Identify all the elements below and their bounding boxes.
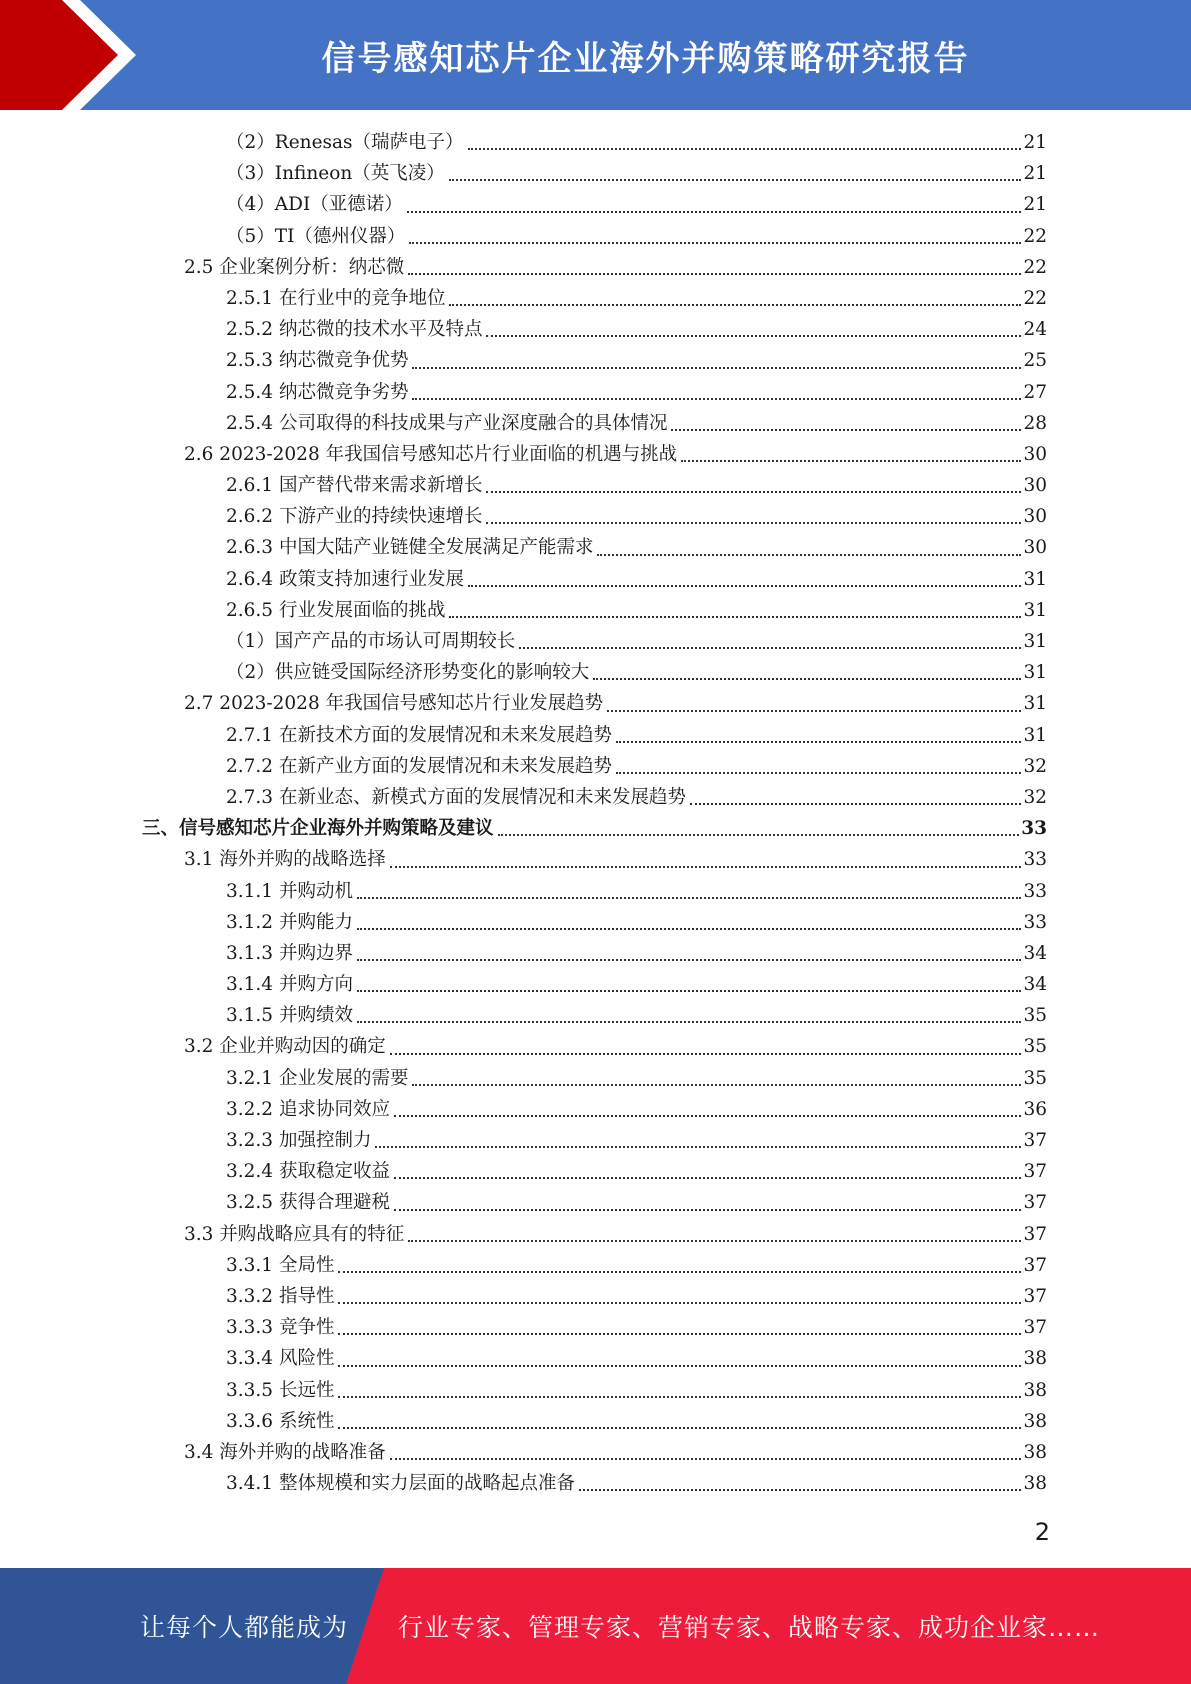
toc-entry-page: 37 bbox=[1023, 1130, 1047, 1151]
toc-entry-title: 3.1 海外并购的战略选择 bbox=[184, 849, 386, 871]
toc-dot-leader bbox=[412, 1084, 1021, 1086]
toc-entry[interactable] bbox=[0, 595, 1191, 626]
toc-dot-leader bbox=[498, 834, 1020, 836]
toc-entry-title: 2.6.4 政策支持加速行业发展 bbox=[226, 568, 464, 590]
toc-dot-leader bbox=[597, 554, 1021, 556]
toc-entry-page: 24 bbox=[1023, 319, 1047, 341]
toc-dot-leader bbox=[616, 772, 1021, 774]
toc-entry[interactable] bbox=[0, 1094, 1191, 1125]
toc-entry-title: 2.6.3 中国大陆产业链健全发展满足产能需求 bbox=[226, 537, 594, 559]
toc-entry-page: 31 bbox=[1023, 662, 1047, 684]
toc-entry-page: 34 bbox=[1023, 974, 1047, 996]
table-of-contents bbox=[0, 127, 1191, 1499]
toc-dot-leader bbox=[357, 959, 1022, 961]
toc-dot-leader bbox=[338, 1396, 1021, 1398]
toc-entry-title: 3.1.5 并购绩效 bbox=[226, 1005, 353, 1027]
toc-entry[interactable] bbox=[0, 314, 1191, 345]
toc-entry[interactable] bbox=[0, 907, 1191, 938]
toc-entry-title: 3.3.5 长远性 bbox=[226, 1379, 335, 1401]
footer-banner bbox=[0, 1568, 1191, 1684]
toc-entry-title: 3.2.1 企业发展的需要 bbox=[226, 1067, 409, 1089]
toc-entry-page: 37 bbox=[1023, 1223, 1047, 1245]
toc-dot-leader bbox=[616, 741, 1021, 743]
toc-entry[interactable] bbox=[0, 938, 1191, 969]
toc-dot-leader bbox=[357, 928, 1022, 930]
toc-entry-title: 2.5.2 纳芯微的技术水平及特点 bbox=[226, 319, 483, 341]
toc-entry-title: 3.1.3 并购边界 bbox=[226, 942, 353, 964]
toc-entry-page: 38 bbox=[1023, 1441, 1047, 1463]
toc-entry[interactable] bbox=[0, 782, 1191, 813]
toc-entry-page: 37 bbox=[1023, 1317, 1047, 1339]
toc-dot-leader bbox=[390, 1458, 1022, 1460]
toc-entry-title: （1）国产产品的市场认可周期较长 bbox=[226, 631, 516, 652]
red-chevron-shape bbox=[0, 0, 118, 110]
toc-entry-page: 21 bbox=[1023, 132, 1047, 153]
toc-dot-leader bbox=[390, 1053, 1022, 1055]
toc-entry[interactable] bbox=[0, 127, 1191, 158]
header-chevron-decoration bbox=[0, 0, 160, 110]
toc-entry[interactable] bbox=[0, 844, 1191, 875]
toc-entry-page: 31 bbox=[1023, 568, 1047, 590]
toc-entry-title: 3.1.1 并购动机 bbox=[226, 880, 353, 902]
toc-entry-page: 33 bbox=[1023, 880, 1047, 902]
toc-entry-page: 38 bbox=[1023, 1410, 1047, 1432]
footer-slogan-right: 行业专家、管理专家、营销专家、战略专家、成功企业家…… bbox=[398, 1613, 1101, 1642]
toc-entry[interactable] bbox=[0, 1281, 1191, 1312]
toc-entry-title: 2.5.1 在行业中的竞争地位 bbox=[226, 287, 446, 309]
toc-dot-leader bbox=[607, 710, 1021, 712]
toc-entry-page: 36 bbox=[1023, 1098, 1047, 1120]
toc-entry[interactable] bbox=[0, 501, 1191, 532]
toc-entry-page: 30 bbox=[1023, 506, 1047, 528]
toc-entry[interactable] bbox=[0, 1375, 1191, 1406]
toc-entry-title: 2.5 企业案例分析：纳芯微 bbox=[184, 256, 405, 278]
toc-dot-leader bbox=[408, 273, 1021, 275]
toc-dot-leader bbox=[486, 522, 1021, 524]
toc-entry[interactable] bbox=[0, 720, 1191, 751]
toc-entry[interactable] bbox=[0, 969, 1191, 1000]
toc-dot-leader bbox=[408, 1240, 1021, 1242]
toc-entry-page: 35 bbox=[1023, 1036, 1047, 1058]
toc-entry[interactable] bbox=[0, 221, 1191, 252]
toc-entry-page: 34 bbox=[1023, 942, 1047, 964]
toc-entry-page: 30 bbox=[1023, 537, 1047, 559]
toc-entry-page: 28 bbox=[1023, 412, 1047, 434]
toc-entry-page: 22 bbox=[1023, 287, 1047, 309]
toc-entry[interactable] bbox=[0, 1000, 1191, 1031]
toc-dot-leader bbox=[407, 211, 1022, 213]
toc-entry-page: 37 bbox=[1023, 1192, 1047, 1214]
toc-dot-leader bbox=[412, 398, 1021, 400]
header-banner bbox=[0, 0, 1191, 110]
toc-entry[interactable] bbox=[0, 813, 1191, 844]
toc-entry-title: 2.6.1 国产替代带来需求新增长 bbox=[226, 475, 483, 497]
toc-entry-title: （5）TI（德州仪器） bbox=[226, 225, 406, 247]
toc-entry-title: 三、信号感知芯片企业海外并购策略及建议 bbox=[142, 818, 494, 840]
toc-entry-title: 2.7 2023-2028 年我国信号感知芯片行业发展趋势 bbox=[184, 693, 604, 715]
toc-entry-title: （2）供应链受国际经济形势变化的影响较大 bbox=[226, 662, 590, 684]
toc-dot-leader bbox=[519, 647, 1021, 649]
toc-entry[interactable] bbox=[0, 1406, 1191, 1437]
toc-dot-leader bbox=[390, 866, 1022, 868]
toc-dot-leader bbox=[338, 1427, 1021, 1429]
toc-entry-page: 30 bbox=[1023, 475, 1047, 497]
toc-entry[interactable] bbox=[0, 1219, 1191, 1250]
toc-entry[interactable] bbox=[0, 189, 1191, 220]
toc-dot-leader bbox=[681, 460, 1021, 462]
toc-entry[interactable] bbox=[0, 408, 1191, 439]
toc-dot-leader bbox=[338, 1302, 1021, 1304]
toc-dot-leader bbox=[394, 1115, 1021, 1117]
toc-dot-leader bbox=[671, 429, 1021, 431]
toc-dot-leader bbox=[394, 1177, 1021, 1179]
toc-entry[interactable] bbox=[0, 751, 1191, 782]
toc-entry-page: 32 bbox=[1023, 755, 1047, 777]
toc-entry-title: 3.2 企业并购动因的确定 bbox=[184, 1036, 386, 1058]
toc-entry[interactable] bbox=[0, 876, 1191, 907]
toc-entry-title: 3.4.1 整体规模和实力层面的战略起点准备 bbox=[226, 1473, 575, 1495]
toc-entry-page: 38 bbox=[1023, 1348, 1047, 1370]
footer-slogan-left: 让每个人都能成为 bbox=[140, 1613, 349, 1642]
toc-entry[interactable] bbox=[0, 657, 1191, 688]
toc-dot-leader bbox=[357, 990, 1022, 992]
toc-entry-title: 2.7.1 在新技术方面的发展情况和未来发展趋势 bbox=[226, 724, 612, 746]
toc-dot-leader bbox=[357, 897, 1022, 899]
toc-entry[interactable] bbox=[0, 1437, 1191, 1468]
toc-dot-leader bbox=[690, 803, 1021, 805]
toc-entry-page: 33 bbox=[1023, 849, 1047, 871]
toc-entry[interactable] bbox=[0, 1063, 1191, 1094]
toc-dot-leader bbox=[412, 367, 1021, 369]
toc-entry-page: 31 bbox=[1023, 631, 1047, 652]
toc-entry[interactable] bbox=[0, 626, 1191, 657]
toc-entry-page: 37 bbox=[1023, 1161, 1047, 1183]
toc-entry-page: 33 bbox=[1021, 818, 1047, 840]
toc-entry-title: （2）Renesas（瑞萨电子） bbox=[226, 132, 464, 153]
toc-entry[interactable] bbox=[0, 1250, 1191, 1281]
toc-entry[interactable] bbox=[0, 1156, 1191, 1187]
toc-dot-leader bbox=[486, 491, 1021, 493]
toc-dot-leader bbox=[468, 148, 1022, 150]
toc-dot-leader bbox=[468, 585, 1021, 587]
toc-entry-title: 3.3.4 风险性 bbox=[226, 1348, 335, 1370]
toc-entry-page: 35 bbox=[1023, 1005, 1047, 1027]
toc-entry-title: 3.2.3 加强控制力 bbox=[226, 1130, 372, 1151]
toc-dot-leader bbox=[409, 242, 1021, 244]
toc-dot-leader bbox=[486, 335, 1021, 337]
toc-dot-leader bbox=[375, 1146, 1021, 1148]
toc-entry-page: 32 bbox=[1023, 786, 1047, 808]
toc-dot-leader bbox=[338, 1333, 1021, 1335]
toc-entry-title: 3.3.1 全局性 bbox=[226, 1254, 335, 1276]
toc-entry-title: （4）ADI（亚德诺） bbox=[226, 194, 403, 216]
toc-entry-page: 37 bbox=[1023, 1285, 1047, 1307]
toc-entry-page: 38 bbox=[1023, 1379, 1047, 1401]
toc-entry[interactable] bbox=[0, 345, 1191, 376]
toc-entry-title: 2.5.3 纳芯微竞争优势 bbox=[226, 350, 409, 372]
toc-entry[interactable] bbox=[0, 1343, 1191, 1374]
toc-entry[interactable] bbox=[0, 252, 1191, 283]
toc-entry-title: 3.3.6 系统性 bbox=[226, 1410, 335, 1432]
toc-dot-leader bbox=[357, 1021, 1022, 1023]
toc-entry-page: 21 bbox=[1023, 194, 1047, 216]
page-number: 2 bbox=[1034, 1518, 1050, 1546]
toc-dot-leader bbox=[338, 1365, 1021, 1367]
toc-entry-page: 25 bbox=[1023, 350, 1047, 372]
toc-entry[interactable] bbox=[0, 564, 1191, 595]
toc-dot-leader bbox=[449, 179, 1022, 181]
toc-entry-page: 38 bbox=[1023, 1473, 1047, 1495]
toc-dot-leader bbox=[449, 616, 1021, 618]
toc-entry-page: 31 bbox=[1023, 693, 1047, 715]
toc-entry-title: 2.7.2 在新产业方面的发展情况和未来发展趋势 bbox=[226, 755, 612, 777]
toc-entry-title: 3.2.2 追求协同效应 bbox=[226, 1098, 390, 1120]
toc-entry-title: 3.1.2 并购能力 bbox=[226, 911, 353, 933]
toc-entry-page: 27 bbox=[1023, 381, 1047, 403]
toc-entry-title: 2.7.3 在新业态、新模式方面的发展情况和未来发展趋势 bbox=[226, 786, 686, 808]
toc-entry-page: 35 bbox=[1023, 1067, 1047, 1089]
toc-entry[interactable] bbox=[0, 158, 1191, 189]
toc-entry-title: 3.2.5 获得合理避税 bbox=[226, 1192, 390, 1214]
toc-entry-title: 3.3 并购战略应具有的特征 bbox=[184, 1223, 405, 1245]
toc-entry-title: 2.5.4 纳芯微竞争劣势 bbox=[226, 381, 409, 403]
toc-entry-title: 3.2.4 获取稳定收益 bbox=[226, 1161, 390, 1183]
toc-entry[interactable] bbox=[0, 1312, 1191, 1343]
toc-entry-title: （3）Infineon（英飞凌） bbox=[226, 163, 445, 185]
toc-entry[interactable] bbox=[0, 1468, 1191, 1499]
toc-entry-page: 30 bbox=[1023, 443, 1047, 465]
toc-entry[interactable] bbox=[0, 1187, 1191, 1218]
toc-dot-leader bbox=[338, 1271, 1021, 1273]
toc-entry-title: 2.6.2 下游产业的持续快速增长 bbox=[226, 506, 483, 528]
toc-entry-page: 37 bbox=[1023, 1254, 1047, 1276]
toc-entry-page: 22 bbox=[1023, 256, 1047, 278]
toc-entry[interactable] bbox=[0, 1125, 1191, 1156]
toc-entry[interactable] bbox=[0, 283, 1191, 314]
toc-entry-page: 21 bbox=[1023, 163, 1047, 185]
toc-entry-title: 2.6.5 行业发展面临的挑战 bbox=[226, 599, 446, 621]
toc-entry[interactable] bbox=[0, 439, 1191, 470]
toc-entry[interactable] bbox=[0, 688, 1191, 719]
toc-dot-leader bbox=[579, 1489, 1021, 1491]
toc-entry[interactable] bbox=[0, 377, 1191, 408]
toc-dot-leader bbox=[449, 304, 1021, 306]
toc-dot-leader bbox=[394, 1209, 1021, 1211]
document-title: 信号感知芯片企业海外并购策略研究报告 bbox=[321, 38, 970, 79]
toc-entry-title: 3.4 海外并购的战略准备 bbox=[184, 1441, 386, 1463]
toc-entry-title: 3.3.2 指导性 bbox=[226, 1285, 335, 1307]
toc-entry-title: 2.5.4 公司取得的科技成果与产业深度融合的具体情况 bbox=[226, 412, 668, 434]
toc-entry-page: 31 bbox=[1023, 724, 1047, 746]
toc-entry-title: 3.1.4 并购方向 bbox=[226, 974, 353, 996]
toc-entry-page: 22 bbox=[1023, 225, 1047, 247]
toc-entry[interactable] bbox=[0, 470, 1191, 501]
toc-entry-page: 31 bbox=[1023, 599, 1047, 621]
toc-entry-title: 2.6 2023-2028 年我国信号感知芯片行业面临的机遇与挑战 bbox=[184, 443, 678, 465]
toc-entry-title: 3.3.3 竞争性 bbox=[226, 1317, 335, 1339]
toc-entry-page: 33 bbox=[1023, 911, 1047, 933]
toc-entry[interactable] bbox=[0, 532, 1191, 563]
toc-dot-leader bbox=[593, 678, 1021, 680]
toc-entry[interactable] bbox=[0, 1031, 1191, 1062]
